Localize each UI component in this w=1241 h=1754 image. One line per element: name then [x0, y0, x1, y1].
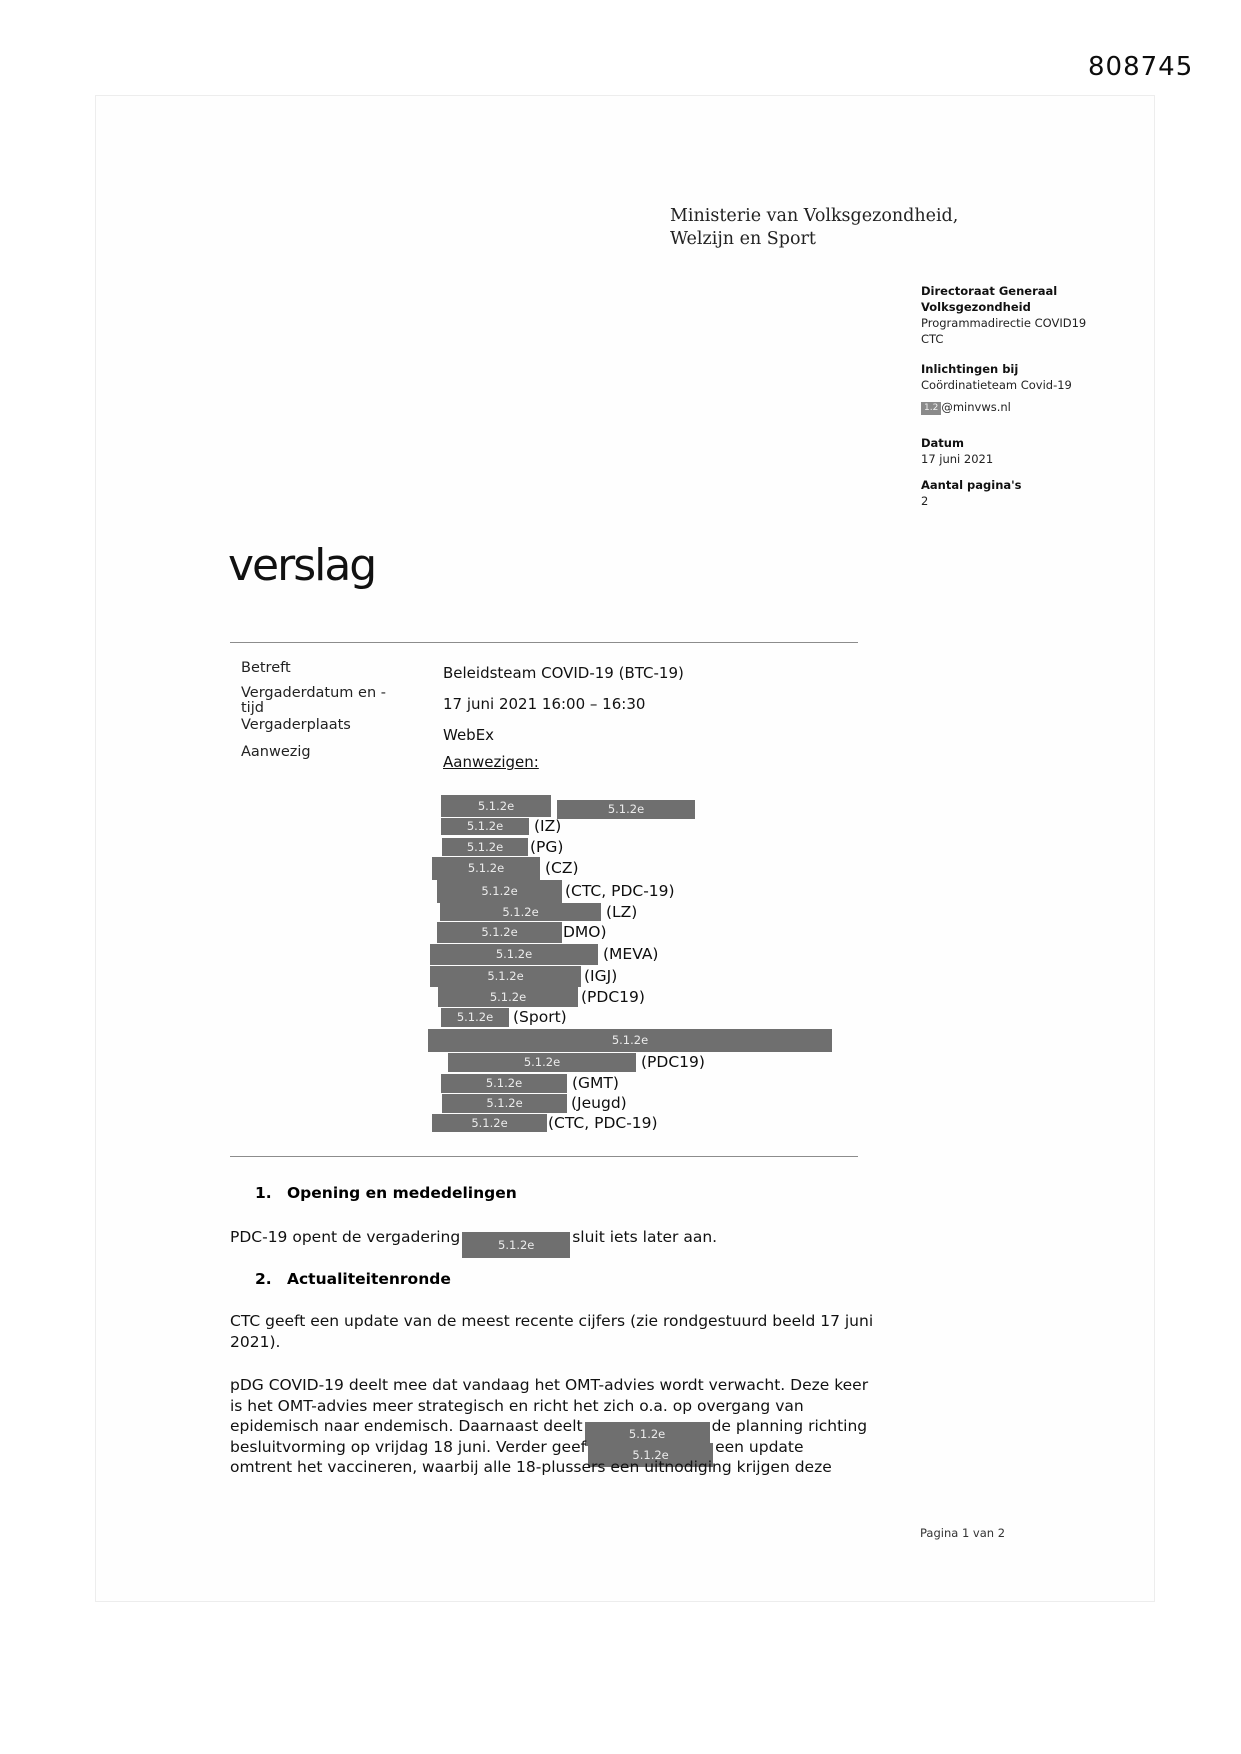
- update-paragraph-line1: CTC geeft een update van de meest recente cijfers (zie rondgestuurd beeld 17 juni: [230, 1312, 874, 1330]
- ministry-line1: Ministerie van Volksgezondheid,: [670, 206, 959, 226]
- attendee-department-label: DMO): [563, 923, 607, 941]
- meta-value-vergaderdatum: 17 juni 2021 16:00 – 16:30: [443, 695, 646, 713]
- pages-value: 2: [921, 494, 929, 508]
- contact-heading: Inlichtingen bij: [921, 362, 1019, 376]
- org-name-line1: Directoraat Generaal: [921, 284, 1058, 298]
- paragraph-line: is het OMT-advies meer strategisch en richt het zich o.a. op overgang van: [230, 1396, 804, 1415]
- redaction-box: 5.1.2e: [430, 944, 598, 965]
- redaction-box: 5.1.2e: [428, 1029, 832, 1052]
- paragraph-text: besluitvorming op vrijdag 18 juni. Verder geef: [230, 1437, 587, 1456]
- date-heading: Datum: [921, 436, 964, 450]
- page-footer: Pagina 1 van 2: [920, 1526, 1006, 1540]
- redaction-box: 5.1.2e: [430, 966, 581, 987]
- section2-number: 2.: [255, 1270, 272, 1288]
- paragraph-text: de planning richting: [711, 1417, 868, 1435]
- paragraph-line: [230, 1437, 868, 1462]
- redaction-box: 5.1.2e: [432, 857, 540, 880]
- attendee-department-label: (PG): [530, 838, 564, 856]
- divider-top: [230, 642, 858, 643]
- org-name-line2: Volksgezondheid: [921, 300, 1031, 314]
- redaction-box: 5.1.2e: [462, 1232, 570, 1258]
- attendee-department-label: (PDC19): [641, 1053, 705, 1071]
- attendee-department-label: (CZ): [545, 859, 579, 877]
- redaction-box: 5.1.2e: [440, 903, 601, 921]
- meta-label-aanwezig: Aanwezig: [241, 744, 311, 760]
- page-title: verslag: [228, 540, 376, 591]
- redaction-box: 5.1.2e: [441, 795, 551, 817]
- section1-title: Opening en mededelingen: [287, 1184, 517, 1202]
- pages-heading: Aantal pagina's: [921, 478, 1022, 492]
- update-paragraph-line2: 2021).: [230, 1332, 281, 1351]
- paragraph-text: epidemisch naar endemisch. Daarnaast deelt: [230, 1417, 583, 1435]
- divider-bottom: [230, 1156, 858, 1157]
- meta-label-vergaderdatum: [241, 686, 386, 716]
- redaction-box: 5.1.2e: [441, 1008, 509, 1027]
- opening-line: [230, 1228, 717, 1258]
- opening-line-pre: PDC-19 opent de vergadering: [230, 1228, 461, 1246]
- paragraph-line: pDG COVID-19 deelt mee dat vandaag het OMT-advies wordt verwacht. Deze keer: [230, 1376, 869, 1394]
- date-value: 17 juni 2021: [921, 452, 994, 466]
- attendee-department-label: (PDC19): [581, 988, 645, 1006]
- email-suffix: @minvws.nl: [941, 400, 1011, 414]
- attendee-department-label: (IGJ): [584, 967, 618, 985]
- redaction-box: 5.1.2e: [438, 987, 578, 1007]
- contact-email: [921, 399, 1096, 415]
- redaction-box: 5.1.2e: [441, 818, 529, 835]
- ministry-name: [670, 205, 958, 251]
- info-panel: [921, 283, 1096, 509]
- redaction-box: 5.1.2e: [432, 1114, 547, 1132]
- org-team: CTC: [921, 332, 944, 346]
- redaction-box: 5.1.2e: [437, 922, 562, 943]
- meta-label-vergaderdatum-line1: Vergaderdatum en -: [241, 685, 386, 701]
- redaction-box: 5.1.2e: [441, 1074, 567, 1093]
- redaction-box: 5.1.2e: [557, 800, 695, 819]
- meta-label-vergaderplaats: Vergaderplaats: [241, 717, 351, 733]
- doc-number: 808745: [1088, 52, 1194, 82]
- update-paragraph: [230, 1311, 873, 1352]
- meta-value-betreft: Beleidsteam COVID-19 (BTC-19): [443, 664, 684, 682]
- attendee-department-label: (LZ): [606, 903, 638, 921]
- paragraph-line: omtrent het vaccineren, waarbij alle 18-plussers een uitnodiging krijgen deze: [230, 1458, 832, 1476]
- redaction-box: 5.1.2e: [442, 838, 528, 856]
- redaction-box: 5.1.2e: [437, 880, 562, 903]
- omt-paragraph: [230, 1375, 868, 1478]
- paragraph-text: een update: [715, 1437, 804, 1456]
- attendee-department-label: (Sport): [513, 1008, 567, 1026]
- opening-line-post: sluit iets later aan.: [572, 1228, 718, 1246]
- redaction-box: 5.1.2e: [585, 1422, 710, 1446]
- attendee-department-label: (GMT): [572, 1074, 619, 1092]
- attendee-department-label: (CTC, PDC-19): [548, 1114, 658, 1132]
- redaction-box: 5.1.2e: [442, 1094, 567, 1113]
- redaction-box: 5.1.2e: [588, 1443, 713, 1467]
- org-unit: Programmadirectie COVID19: [921, 316, 1087, 330]
- attendee-department-label: (CTC, PDC-19): [565, 882, 675, 900]
- attendee-department-label: (MEVA): [603, 945, 659, 963]
- contact-line: Coördinatieteam Covid-19: [921, 378, 1072, 392]
- section1-number: 1.: [255, 1184, 272, 1202]
- section2-title: Actualiteitenronde: [287, 1270, 451, 1288]
- meta-label-betreft: Betreft: [241, 660, 291, 676]
- meta-value-aanwezigen: Aanwezigen:: [443, 753, 539, 771]
- meta-label-vergaderdatum-line2: tijd: [241, 700, 264, 716]
- ministry-line2: Welzijn en Sport: [670, 229, 816, 249]
- attendee-department-label: (Jeugd): [571, 1094, 627, 1112]
- meta-value-vergaderplaats: WebEx: [443, 726, 495, 744]
- attendee-department-label: (IZ): [534, 817, 562, 835]
- email-redaction-chip: 1.2: [921, 402, 941, 415]
- paragraph-line: [230, 1416, 868, 1441]
- redaction-box: 5.1.2e: [448, 1053, 636, 1072]
